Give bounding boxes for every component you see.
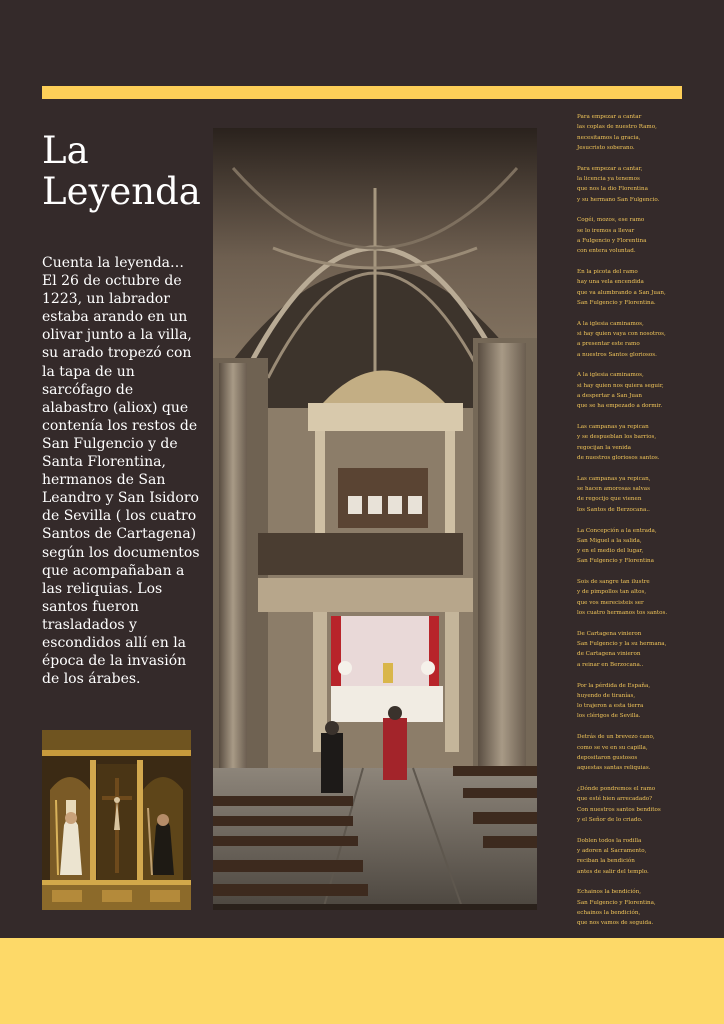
altar-saints-photo [42,730,191,910]
poem-line: San Miguel a la salida, [577,537,642,544]
poem-line: La Concepción a la entrada, [577,527,657,534]
poem-line: Por la pérdida de España, [577,682,651,689]
poem-line: a Fulgencio y Florentina [577,237,647,244]
poem-line: que vos merecisteis ser [577,599,644,606]
poem-line: y adoren al Sacramento, [577,847,647,854]
poem-line: y se despueblan los barrios, [577,434,657,441]
legend-story-text: Cuenta la leyenda… El 26 de octubre de 1223, un labrador estaba arando en un olivar junto a la villa, su arado tropezó con la tapa de un sarcófago de alabastro (aliox) que contenía los restos de San Fulgencio y de Santa Florentina, hermanos de San Leandro y San Isidoro de Sevilla ( los cuatro Santos de Cartagena) según los documentos que acompañaban a las reliquias. Los santos fueron trasladados y escondidos allí en la época de la invasión de los árabes. [42,255,200,688]
poem-stanza [577,422,701,463]
poem-stanza [577,836,701,877]
page-title [42,130,212,212]
poem-line: que se ha empezado a dormir. [577,403,663,410]
bottom-accent-band [0,938,724,1024]
poem-line: que va alumbrando a San Juan, [577,289,666,296]
poem-line: y en el medio del lugar, [577,548,644,555]
poem-stanza [577,112,701,153]
poem-line: Sois de sangre tan ilustre [577,579,650,586]
poem-line: Las campanas ya repican, [577,475,651,482]
poem-line: los cuatro hermanos tos santos. [577,610,668,617]
poem-line: Cogéi, mozos, ese ramo [577,217,645,224]
poem-line: Jesucristo soberano. [577,144,635,151]
poem-line: Echainos la bendición, [577,889,641,896]
poem-line: a despertar a San Juan [577,393,642,400]
poem-line: la licencia ya tenemos [577,175,640,182]
poem-stanza [577,267,701,308]
poem-line: los clérigos de Sevilla. [577,713,641,720]
poem-line: En la picota del ramo [577,269,638,276]
poem-line: Doblen todos la rodilla [577,837,642,844]
poem-stanza [577,577,701,618]
poem-line: huyendo de tiranías, [577,692,636,699]
poem-stanza [577,164,701,205]
poem-line: como se ve en su capilla, [577,744,648,751]
poem-stanza [577,784,701,825]
poem-stanza [577,887,701,928]
poem-line: Detrás de un brevezo cano, [577,734,655,741]
poem-line: Las campanas ya repican [577,424,649,431]
poem-stanza [577,215,701,256]
poem-line: de nuestros gloriosos santos. [577,455,660,462]
poem-line: se lo iremos a llevar [577,227,635,234]
poem-line: San Fulgencio y la su hermana, [577,641,667,648]
poem-line: que esté bien arrecadado? [577,796,653,803]
poem-line: regocijan la venida [577,444,631,451]
poem-line: que nos la dio Florentina [577,186,648,193]
ramo-coplas-poem [577,112,701,939]
poem-stanza [577,474,701,515]
poem-stanza [577,629,701,670]
poem-stanza [577,732,701,773]
poem-line: y de pimpollos tan altos, [577,589,647,596]
poem-line: A la iglesia caminamos, [577,372,644,379]
poem-line: si hay quien nos quiera seguir, [577,382,664,389]
poem-line: necesitamos la gracia, [577,134,641,141]
poem-line: hay una vela encendida [577,279,644,286]
poem-line: a reinar en Berzocana.. [577,661,644,668]
poem-stanza [577,526,701,567]
poem-line: ¿Dónde pondremos el ramo [577,785,656,792]
poem-line: a nuestros Santos gloriosos. [577,351,657,358]
title-line-1: La [42,129,89,172]
title-line-2: Leyenda [42,170,201,213]
poem-stanza [577,319,701,360]
poem-line: lo trajeron a esta tierra [577,703,644,710]
church-nave-photo [213,128,537,910]
poem-line: reciban la bendición [577,858,635,865]
poem-line: Para empezar a cantar [577,114,642,120]
poem-line: a presentar este ramo [577,341,640,348]
poem-stanza [577,370,701,411]
poem-line: San Fulgencio y Florentina [577,558,654,565]
poem-line: antes de salir del templo. [577,868,649,875]
poem-line: aquestas santas reliquias. [577,765,651,772]
poem-line: y el Señor de lo criado. [577,816,643,823]
poem-line: echainos la bendición, [577,909,641,916]
poem-line: Con nuestros santos benditos [577,806,661,813]
poem-line: Para empezar a cantar, [577,165,643,172]
poem-line: las coplas de nuestro Ramo, [577,124,657,131]
poem-line: de Cartagena vinieron [577,651,641,658]
poem-line: si hay quien vaya con nosotros, [577,331,666,338]
poem-line: se hacen amorosas salvas [577,486,650,493]
poem-line: San Fulgencio y Florentina. [577,299,656,306]
poem-line: con entera voluntad. [577,248,636,255]
poem-line: y su hermano San Fulgencio. [577,196,660,203]
poem-line: depositaron gustosos [577,754,638,761]
top-accent-bar [42,86,682,99]
poem-line: de regocijo que vienen [577,496,642,503]
poem-line: De Cartagena vinieron [577,630,642,637]
poem-line: que nos vamos de seguida. [577,920,654,927]
poem-line: los Santos de Berzocana.. [577,506,650,513]
poem-line: A la iglesia caminamos, [577,320,644,327]
poem-line: San Fulgencio y Florentina, [577,899,656,906]
poem-stanza [577,681,701,722]
